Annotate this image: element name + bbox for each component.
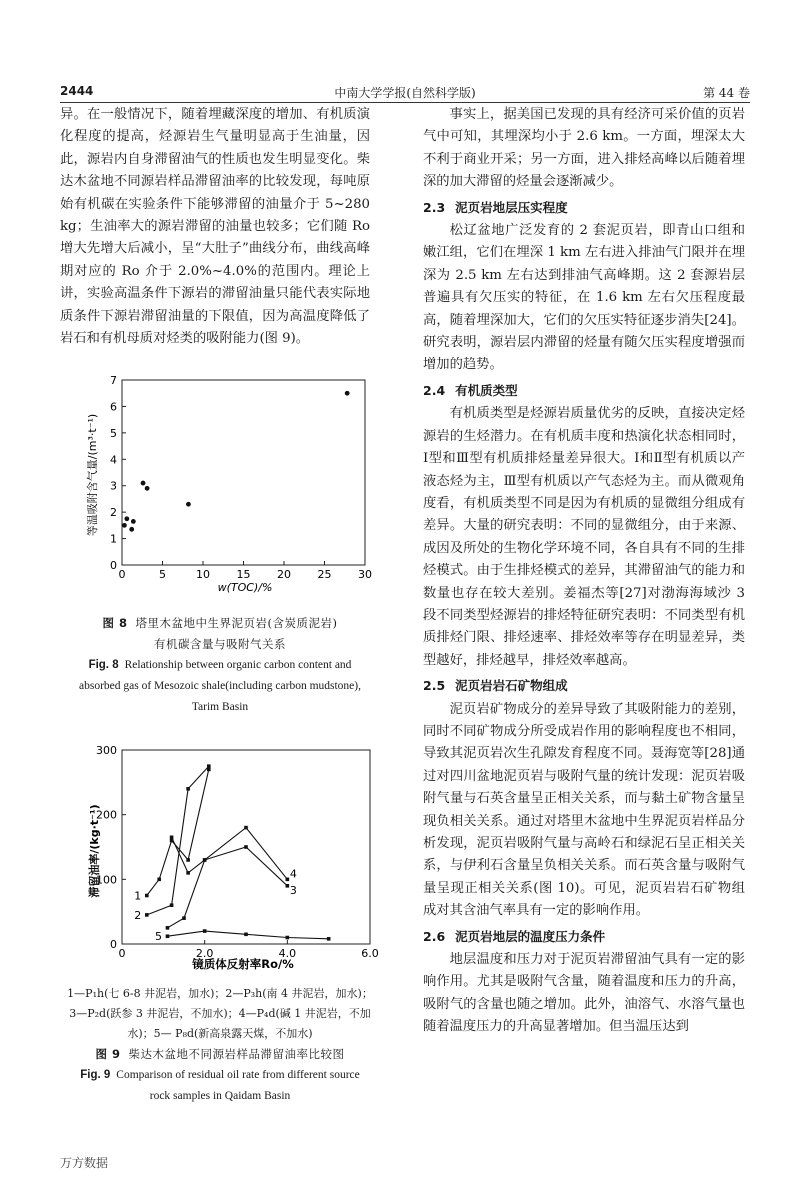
fig9-data-point <box>286 936 290 940</box>
fig8-data-point <box>122 523 127 528</box>
fig8-axes <box>110 374 372 581</box>
fig8-y-tick-label: 6 <box>110 400 117 414</box>
section-heading-2-4 <box>423 380 745 402</box>
fig9-data-point <box>286 878 290 882</box>
fig9-data-point <box>203 929 207 933</box>
fig8-x-axis-label: w(TOC)/% <box>217 581 273 594</box>
fig9-legend-line1: 1—P₁h(七 6-8 井泥岩，加水)；2—P₃h(南 4 井泥岩，加水)； <box>67 987 373 1000</box>
section-title: 泥页岩岩石矿物组成 <box>455 678 568 694</box>
fig8-caption-en-line1: Relationship between organic carbon content and <box>124 659 352 671</box>
fig8-number-en: Fig. 8 <box>88 659 119 671</box>
fig9-y-tick-label: 300 <box>96 744 117 757</box>
fig9-number-en: Fig. 9 <box>80 1069 111 1081</box>
fig8-caption-cn <box>60 613 380 655</box>
section-heading-2-3 <box>423 197 745 219</box>
section-number: 2.4 <box>423 382 446 398</box>
fig8-data-point <box>186 502 191 507</box>
fig9-series-label: 5 <box>154 930 162 944</box>
fig9-y-axis-label: 滞留油率/(kg·t⁻¹) <box>88 804 101 898</box>
fig9-axes <box>96 744 379 960</box>
fig9-legend-line3: 水)；5— P₈d(新高泉露天煤，不加水) <box>127 1027 313 1040</box>
fig8-y-tick-label: 0 <box>110 559 117 572</box>
fig9-data-point <box>145 894 149 898</box>
fig8-x-tick-label: 10 <box>196 568 210 581</box>
fig9-x-tick-label: 4.0 <box>278 947 297 960</box>
fig9-series <box>134 764 330 943</box>
fig9-number-cn: 图 9 <box>95 1047 121 1061</box>
fig9-caption-cn <box>60 1044 380 1065</box>
fig8-y-axis-label: 等温吸附含气量/(m³·t⁻¹) <box>86 413 99 537</box>
fig8-plot-frame <box>122 380 365 565</box>
fig8-y-tick-label: 4 <box>110 453 117 467</box>
fig9-legend-line2: 3—P₂d(跃参 3 井泥岩，不加水)；4—P₄d(碱 1 井泥岩，不加 <box>69 1007 371 1020</box>
fig9-data-point <box>170 836 174 840</box>
section-number: 2.3 <box>423 199 446 215</box>
fig8-x-tick-label: 30 <box>358 568 372 581</box>
fig8-y-tick-label: 5 <box>110 426 117 440</box>
fig9-x-tick-label: 2.0 <box>195 947 214 960</box>
fig9-data-point <box>186 858 190 862</box>
fig9-data-point <box>186 787 190 791</box>
volume-label: 第 44 卷 <box>703 86 750 100</box>
fig8-x-tick-label: 20 <box>277 568 291 581</box>
fig9-data-point <box>186 871 190 875</box>
fig9-y-tick-label: 100 <box>96 873 117 887</box>
fig8-data-point <box>131 519 136 524</box>
fig9-series-line-2 <box>147 766 209 915</box>
fig9-data-point <box>157 878 161 882</box>
fig9-data-point <box>170 903 174 907</box>
fig8-caption-en-line3: Tarim Basin <box>191 701 249 713</box>
section-title: 泥页岩地层压实程度 <box>455 199 568 215</box>
fig8-data-point <box>124 516 129 521</box>
fig8-x-tick-label: 15 <box>236 568 251 581</box>
fig9-x-tick-label: 6.0 <box>361 947 379 960</box>
fig9-series-label: 1 <box>134 889 142 903</box>
body-paragraph: 有机质类型是烃源岩质量优劣的反映，直接决定烃源岩的生烃潜力。在有机质丰度和热演化状态相同时，Ⅰ型和Ⅲ型有机质排烃量差异很大。Ⅰ和Ⅱ型有机质以产液态烃为主，Ⅲ型有机质以产气态烃为主。而从微观角度看，有机质类型不同是因为有机质的显微组分组成有差异。大量的研究表明：不同的显微组分，由于来源、成因及所处的生物化学环境不同，各自具有不同的生排烃模式。由于生排烃模式的差异，其滞留油气的能力和数量也存在较大差别。姜福杰等[27]对渤海海域沙 3 段不同类型烃源岩的排烃特征研究表明：不同类型有机质排烃门限、排烃速率、排烃效率等存在明显差异，类型越好，排烃越早，排烃效率越高。 <box>423 406 745 668</box>
fig9-x-axis-label: 镜质体反射率Ro/% <box>192 957 294 971</box>
fig9-series-line-3 <box>168 847 288 928</box>
fig8-y-tick-label: 7 <box>110 374 117 387</box>
body-paragraph: 事实上，据美国已发现的具有经济可采价值的页岩气中可知，其埋深均小于 2.6 km。一方面，埋深太大不利于商业开采；另一方面，进入排烃高峰以后随着埋深的加大滞留的烃量会逐渐减少。 <box>423 107 745 190</box>
fig9-caption-cn-text: 柴达木盆地不同源岩样品滞留油率比较图 <box>128 1047 345 1061</box>
fig9-data-point <box>327 937 331 941</box>
fig8-x-tick-label: 5 <box>159 568 166 581</box>
journal-title: 中南大学学报(自然科学版) <box>334 86 476 100</box>
fig8-data-point <box>145 486 150 491</box>
fig9-legend <box>60 984 380 1044</box>
fig9-line-chart <box>60 736 380 976</box>
fig8-data-point <box>141 481 146 486</box>
fig8-x-tick-label: 0 <box>118 568 126 581</box>
fig8-number-cn: 图 8 <box>102 616 128 630</box>
fig9-data-point <box>244 933 248 937</box>
figure-9 <box>60 736 380 1107</box>
fig8-caption-en-line2: absorbed gas of Mesozoic shale(including carbon mudstone), <box>79 680 361 692</box>
body-paragraph: 泥页岩矿物成分的差异导致了其吸附能力的差别，同时不同矿物成分所受成岩作用的影响程度也不相同，导致其泥页岩次生孔隙发育程度不同。聂海宽等[28]通过对四川盆地泥页岩与吸附气量的统计发现：泥页岩吸附气量与石英含量呈正相关关系，而与黏土矿物含量呈现负相关关系。通过对塔里木盆地中生界泥页岩样品分析发现，泥页岩吸附气量与高岭石和绿泥石呈正相关关系，与伊利石含量呈负相关关系。而石英含量与吸附气量呈现正相关关系(图 10)。可见，泥页岩岩石矿物组成对其含油气率具有一定的影响作用。 <box>423 701 745 919</box>
page-footer: 万方数据 <box>60 1156 109 1170</box>
section-title: 泥页岩地层的温度压力条件 <box>455 928 606 944</box>
figure-8 <box>60 365 380 718</box>
fig8-caption-en <box>60 655 380 718</box>
fig9-series-line-5 <box>168 931 329 939</box>
fig8-points <box>122 391 350 532</box>
fig8-y-tick-label: 2 <box>110 506 117 520</box>
body-paragraph: 地层温度和压力对于泥页岩滞留油气具有一定的影响作用。尤其是吸附气含量，随着温度和压力的升高，吸附气的含量也随之增加。此外，油溶气、水溶气量也随着温度压力的升高显著增加。但当温压达到 <box>423 952 745 1035</box>
fig9-data-point <box>244 826 248 830</box>
fig8-y-tick-label: 3 <box>110 479 117 493</box>
fig9-series-label: 3 <box>289 883 297 897</box>
fig9-y-tick-label: 0 <box>110 938 117 951</box>
fig9-series-line-1 <box>147 769 209 895</box>
fig9-x-tick-label: 0 <box>118 947 126 960</box>
fig9-data-point <box>166 926 170 930</box>
section-heading-2-5 <box>423 675 745 697</box>
fig9-data-point <box>244 845 248 849</box>
running-header <box>60 82 750 103</box>
body-paragraph: 松辽盆地广泛发育的 2 套泥页岩，即青山口组和嫩江组，它们在埋深 1 km 左右进入排油气门限并在埋深为 2.5 km 左右达到排油气高峰期。这 2 套源岩层普遍具有欠压实的特征，在 1.6 km 左右欠压程度最高，随着埋深加大，它们的欠压实特征逐步消失[24]。研究表明，源岩层内滞留的烃量有随欠压实程度增强而增加的趋势。 <box>423 223 745 373</box>
section-title: 有机质类型 <box>455 382 518 398</box>
fig8-caption-cn-line2: 有机碳含量与吸附气关系 <box>154 637 286 651</box>
section-number: 2.6 <box>423 928 446 944</box>
fig9-data-point <box>166 934 170 938</box>
fig8-x-tick-label: 25 <box>317 568 332 581</box>
section-heading-2-6 <box>423 926 745 948</box>
fig9-y-tick-label: 200 <box>96 808 117 822</box>
fig8-caption-cn-line1: 塔里木盆地中生界泥页岩(含炭质泥岩) <box>135 616 338 630</box>
section-number: 2.5 <box>423 678 446 694</box>
fig9-data-point <box>286 884 290 888</box>
fig8-data-point <box>129 527 134 532</box>
fig8-y-tick-label: 1 <box>110 532 117 546</box>
fig9-caption-en-line2: rock samples in Qaidam Basin <box>149 1090 291 1102</box>
fig9-data-point <box>182 916 186 920</box>
left-column <box>60 104 370 350</box>
body-paragraph: 异。在一般情况下，随着埋藏深度的增加、有机质演化程度的提高，烃源岩生气量明显高于生油量，因此，源岩内自身滞留油气的性质也发生明显变化。柴达木盆地不同源岩样品滞留油率的比较发现，每吨原始有机碳在实验条件下能够滞留的油量介于 5~280 kg；生油率大的源岩滞留的油量也较多；它们随 Ro 增大先增大后减小，呈“大肚子”曲线分布，曲线高峰期对应的 Ro 介于 2.0%~4.0%的范围内。理论上讲，实验高温条件下源岩的滞留油量只能代表实际地质条件下源岩滞留油量的下限值，因为高温度降低了岩石和有机母质对烃类的吸附能力(图 9)。 <box>60 107 370 347</box>
fig9-series-label: 2 <box>134 908 142 922</box>
fig9-caption-en-line1: Comparison of residual oil rate from different source <box>116 1069 360 1081</box>
right-column <box>423 104 745 1039</box>
fig9-series-label: 4 <box>289 867 297 881</box>
fig8-data-point <box>345 391 350 396</box>
page-number: 2444 <box>60 84 94 98</box>
fig9-data-point <box>145 913 149 917</box>
fig9-caption-en <box>60 1065 380 1107</box>
fig8-scatter-chart <box>60 365 380 605</box>
fig9-data-point <box>203 858 207 862</box>
fig9-data-point <box>207 764 211 768</box>
